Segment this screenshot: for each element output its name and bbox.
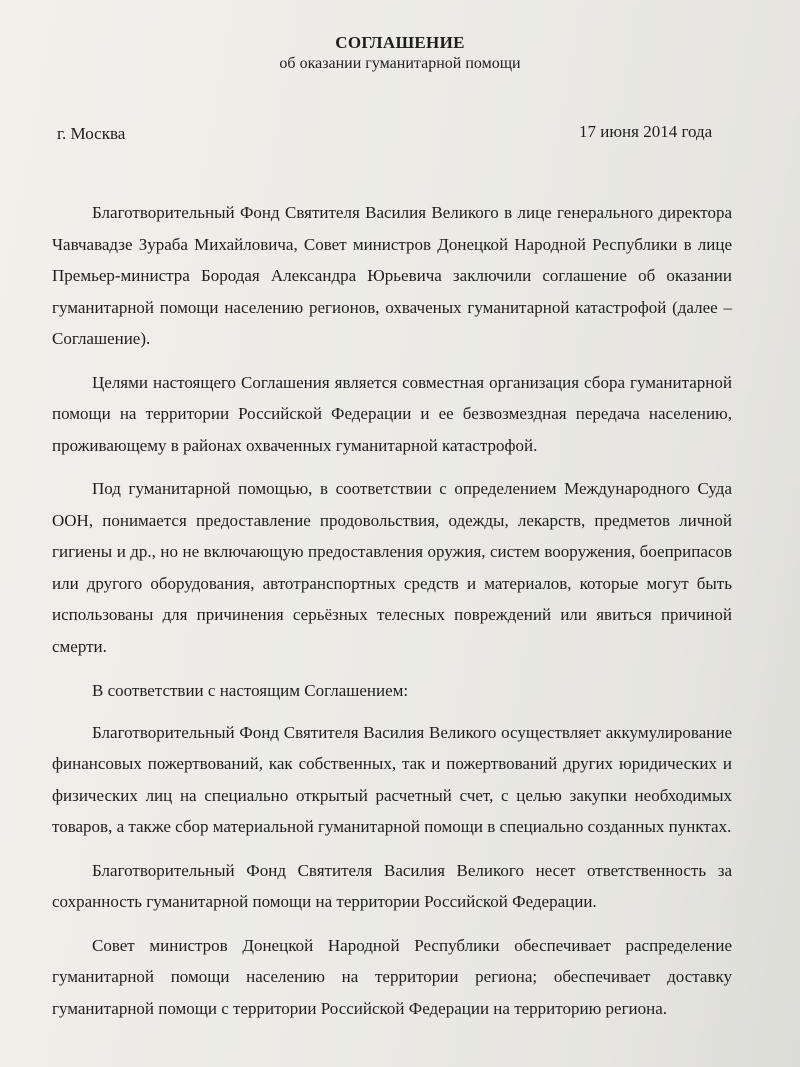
document-body (52, 197, 732, 1024)
paragraph-definition: Под гуманитарной помощью, в соответствии с определением Международного Суда ООН, понимается предоставление продовольствия, одежды, лекарств, предметов личной гигиены и др., но не включающую предоставления оружия, систем вооружения, боеприпасов или другого оборудования, автотранспортных средств и материалов, которые могут быть использованы для причинения серьёзных телесных повреждений или явиться причиной смерти. (52, 479, 732, 656)
paragraph-accordance: В соответствии с настоящим Соглашением: (92, 681, 409, 700)
paragraph-goals: Целями настоящего Соглашения является совместная организация сбора гуманитарной помощи на территории Российской Федерации и ее безвозмездная передача населению, проживающему в районах охваченных гуманитарной катастрофой. (52, 372, 732, 455)
document-title: СОГЛАШЕНИЕ (335, 33, 465, 52)
document-subtitle: об оказании гуманитарной помощи (279, 55, 521, 72)
paragraph-fund-responsibility: Благотворительный Фонд Святителя Василия Великого несет ответственность за сохранность гуманитарной помощи на территории Российской Федерации. (52, 860, 732, 911)
document-date: 17 июня 2014 года (579, 122, 713, 141)
paragraph-fund-duties: Благотворительный Фонд Святителя Василия Великого осуществляет аккумулирование финансовых пожертвований, как собственных, так и пожертвований других юридических и физических лиц на специально открытый расчетный счет, с целью закупки необходимых товаров, а также сбор материальной гуманитарной помощи в специально созданных пунктах. (52, 722, 732, 836)
paragraph-parties: Благотворительный Фонд Святителя Василия Великого в лице генерального директора Чавчавадзе Зураба Михайловича, Совет министров Донецкой Народной Республики в лице Премьер-министра Бородая Александра Юрьевича заключили соглашение об оказании гуманитарной помощи населению регионов, охваченых гуманитарной катастрофой (далее – Соглашение). (52, 203, 732, 348)
document-city: г. Москва (57, 124, 126, 143)
paragraph-council-duties: Совет министров Донецкой Народной Республики обеспечивает распределение гуманитарной помощи населению на территории региона; обеспечивает доставку гуманитарной помощи с территории Российской Федерации на территорию региона. (52, 935, 732, 1018)
